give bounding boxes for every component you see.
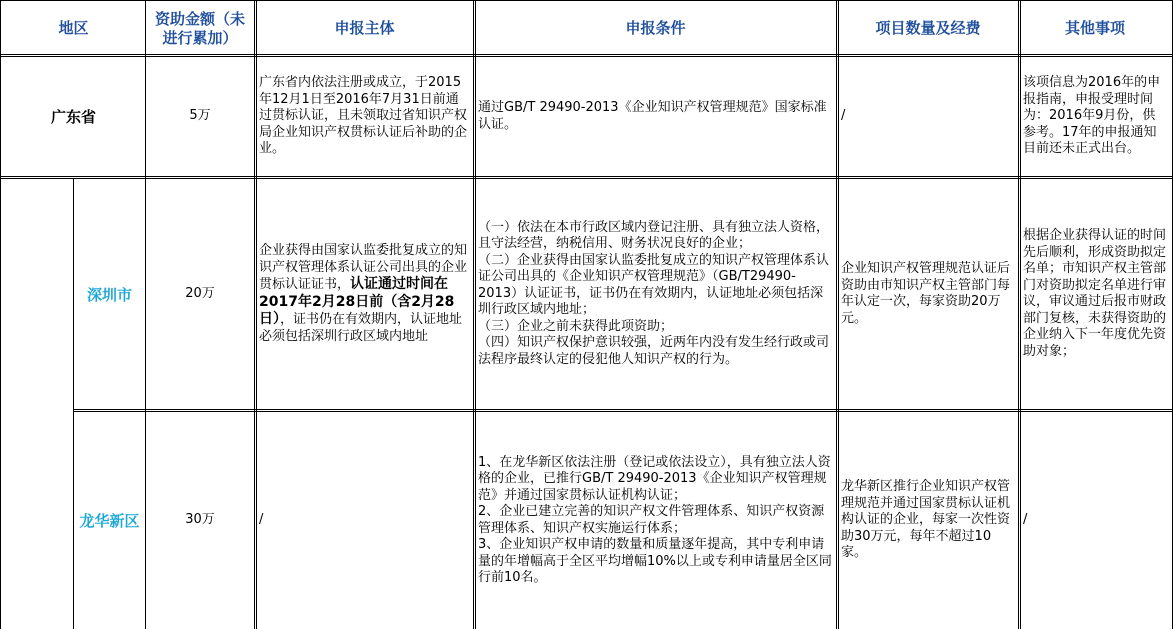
grid-line bbox=[73, 409, 1173, 410]
subject-longhua: / bbox=[259, 512, 264, 528]
grid-line bbox=[0, 54, 1173, 55]
conditions-longhua-item: 3、企业知识产权申请的数量和质量逐年提高，其中专利申请量的年增幅高于全区平均增幅10%以上或专利申请量居全区同行前10名。 bbox=[478, 537, 832, 585]
grid-line bbox=[0, 0, 1173, 1]
conditions-shenzhen-item: （三）企业之前未获得此项资助； bbox=[478, 318, 674, 334]
amount-longhua: 30万 bbox=[185, 512, 215, 528]
subject-shenzhen-bold: 认证通过时间在2017年2月28日前（含2月28日） bbox=[259, 276, 455, 327]
grid-line bbox=[473, 0, 474, 629]
grid-line bbox=[836, 0, 837, 629]
conditions-guangdong-text: 通过GB/T 29490-2013《企业知识产权管理规范》国家标准认证。 bbox=[478, 100, 827, 132]
subject-guangdong-text: 广东省内依法注册或成立，于2015年12月1日至2016年7月31日前通过贯标认证，且未领取过省知识产权局企业知识产权贯标认证后补助的企业。 bbox=[259, 75, 468, 157]
other-shenzhen bbox=[1020, 179, 1170, 409]
subject-shenzhen-text-1: 企业获得由国家认监委批复成立的知识产权管理体系认证公司出具的企业贯标认证证书， bbox=[259, 243, 468, 292]
other-guangdong bbox=[1020, 57, 1170, 176]
grid-line bbox=[0, 178, 1173, 179]
grid-line bbox=[0, 0, 1, 629]
grid-line bbox=[145, 0, 146, 629]
conditions-guangdong bbox=[475, 57, 836, 176]
grid-line bbox=[1020, 0, 1021, 629]
amount-shenzhen: 20万 bbox=[185, 285, 215, 301]
quantity-shenzhen-text: 企业知识产权管理规范认证后资助由市知识产权主管部门每年认定一次，每家资助20万元。 bbox=[841, 261, 1011, 326]
grid-line bbox=[0, 176, 1173, 177]
grid-line bbox=[1018, 0, 1019, 629]
grid-line bbox=[73, 178, 74, 629]
region-guangdong: 广东省 bbox=[50, 108, 96, 126]
grid-line bbox=[254, 0, 255, 629]
conditions-longhua-item: 2、企业已建立完善的知识产权文件管理体系、知识产权资源管理体系、知识产权实施运行体系； bbox=[478, 504, 825, 536]
grid-line bbox=[73, 411, 1173, 412]
grid-line bbox=[256, 0, 257, 629]
conditions-longhua bbox=[475, 412, 836, 629]
header-conditions: 申报条件 bbox=[625, 19, 686, 37]
amount-guangdong: 5万 bbox=[189, 108, 211, 124]
other-shenzhen-text: 根据企业获得认证的时间先后顺利，形成资助拟定名单；市知识产权主管部门对资助拟定名单进行审议，审议通过后报市财政部门复核，未获得资助的企业纳入下一年度优先资助对象； bbox=[1023, 228, 1167, 359]
conditions-shenzhen-item: （一）依法在本市行政区域内登记注册、具有独立法人资格，且守法经营，纳税信用、财务状况良好的企业； bbox=[478, 219, 830, 252]
header-amount: 资助金额（未进行累加） bbox=[154, 9, 245, 47]
header-subject: 申报主体 bbox=[334, 19, 395, 37]
region-shenzhen: 深圳市 bbox=[86, 285, 132, 304]
quantity-shenzhen bbox=[838, 179, 1018, 409]
header-region: 地区 bbox=[58, 19, 89, 37]
region-longhua: 龙华新区 bbox=[79, 512, 140, 530]
grid-line bbox=[475, 0, 476, 629]
conditions-shenzhen-item: （二）企业获得由国家认监委批复成立的知识产权管理体系认证公司出具的《企业知识产权管理规范》（GB/T29490-2013）认证证书，证书仍在有效期内，认证地址必须包括深圳行政区域内地址； bbox=[478, 252, 830, 318]
conditions-longhua-item: 1、在龙华新区依法注册（登记或依法设立），具有独立法人资格的企业，已推行GB/T 29490-2013《企业知识产权管理规范》并通过国家贯标认证机构认证； bbox=[478, 454, 831, 503]
subject-guangdong bbox=[256, 57, 473, 176]
quantity-longhua-text: 龙华新区推行企业知识产权管理规范并通过国家贯标认证机构认证的企业，每家一次性资助30万元，每年不超过10家。 bbox=[841, 479, 1011, 561]
header-other: 其他事项 bbox=[1064, 19, 1125, 37]
grid-line bbox=[838, 0, 839, 629]
subject-shenzhen bbox=[256, 179, 473, 409]
quantity-guangdong: / bbox=[841, 108, 846, 124]
other-guangdong-text: 该项信息为2016年的申报指南，申报受理时间为：2016年9月份，供参考。17年的申报通知目前还未正式出台。 bbox=[1023, 75, 1161, 157]
quantity-longhua bbox=[838, 412, 1018, 629]
conditions-shenzhen bbox=[475, 179, 836, 409]
grid-line bbox=[0, 56, 1173, 57]
header-quantity: 项目数量及经费 bbox=[875, 19, 981, 37]
conditions-shenzhen-item: （四）知识产权保护意识较强，近两年内没有发生经行政或司法程序最终认定的侵犯他人知识产权的行为。 bbox=[478, 335, 830, 367]
other-longhua: / bbox=[1023, 512, 1028, 528]
subject-shenzhen-text-2: ，证书仍在有效期内，认证地址必须包括深圳行政区域内地址 bbox=[259, 312, 463, 344]
